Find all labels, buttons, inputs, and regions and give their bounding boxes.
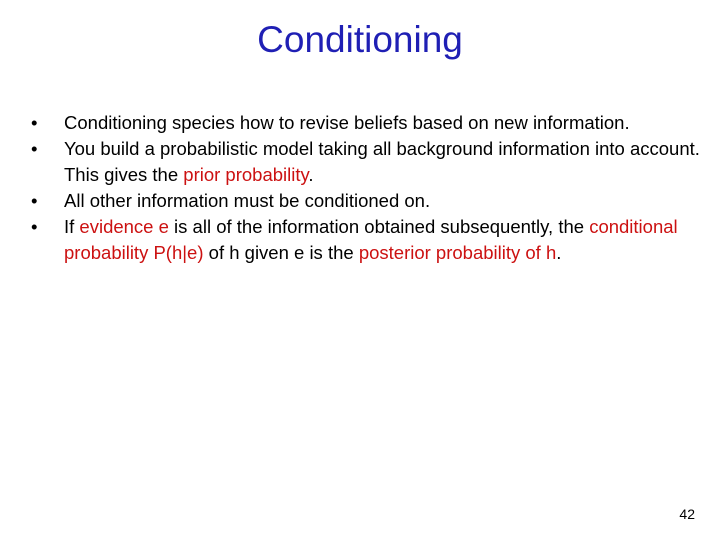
highlighted-term: prior probability — [183, 164, 309, 185]
bullet-icon: • — [31, 138, 38, 159]
bullet-item — [31, 136, 701, 188]
slide-title: Conditioning — [257, 19, 463, 60]
bullet-text: is all of the information obtained subsequently, the — [168, 216, 590, 237]
highlighted-term: conditional probability P(h|e) — [64, 216, 678, 263]
bullet-text: If — [64, 216, 80, 237]
bullet-item — [31, 214, 701, 266]
bullet-icon: • — [31, 216, 38, 237]
bullet-text: You build a probabilistic model taking all background information into account. This gives the — [64, 138, 700, 185]
highlighted-term: evidence e — [79, 216, 169, 237]
highlighted-term: posterior probability of h — [358, 242, 557, 263]
bullet-text: Conditioning species how to revise beliefs based on new information. — [64, 112, 630, 133]
bullet-icon: • — [31, 112, 38, 133]
bullet-list — [31, 110, 701, 266]
bullet-text: . — [308, 164, 314, 185]
bullet-icon: • — [31, 190, 38, 211]
page-number: 42 — [679, 506, 695, 522]
bullet-item — [31, 110, 701, 136]
bullet-text: All other information must be conditioned on. — [64, 190, 431, 211]
bullet-item — [31, 188, 701, 214]
bullet-text: of h given e is the — [203, 242, 359, 263]
bullet-text: . — [556, 242, 562, 263]
